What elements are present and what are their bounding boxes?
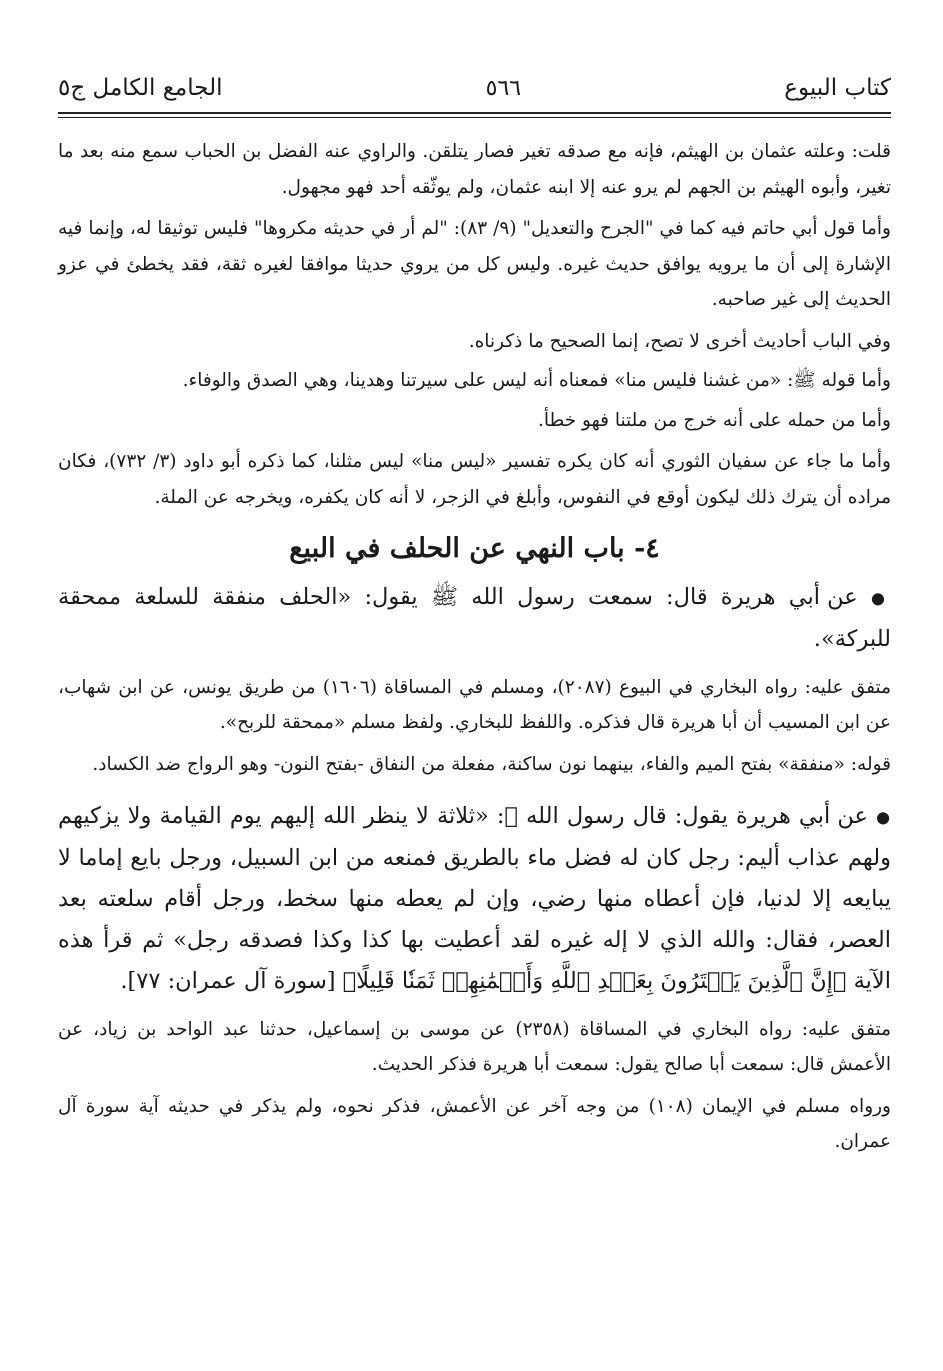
paragraph-other-hadiths: وفي الباب أحاديث أخرى لا تصح، إنما الصحيح ما ذكرناه.: [468, 330, 891, 352]
paragraph-sufyan: وأما ما جاء عن سفيان الثوري أنه كان يكره تفسير «ليس منا» ليس مثلنا، كما ذكره أبو داود (٣/ ٧٣٢)، فكان مراده أن يترك ذلك ليكون أوقع في النفوس، وأبلغ في الزجر، لا أنه كان يكفره، ويخرجه عن الملة.: [58, 451, 891, 508]
takhrij-text: متفق عليه: رواه البخاري في البيوع (٢٠٨٧)، ومسلم في المساقاة (١٦٠٦) من طريق يونس، عن ابن شهاب، عن ابن المسيب أن أبا هريرة قال فذكره. واللفظ للبخاري. ولفظ مسلم «ممحقة للربح».: [58, 676, 892, 733]
hadith-text: [58, 796, 891, 1002]
hadith-text: [58, 577, 891, 660]
takhrij-text: متفق عليه: رواه البخاري في المساقاة (٢٣٥٨) عن موسى بن إسماعيل، حدثنا عبد الواحد بن زياد، عن الأعمش قال: سمعت أبا صالح يقول: سمعت أبا هريرة فذكر الحديث.: [58, 1018, 891, 1075]
header-rule-thick: [58, 112, 891, 114]
hadith-1: عن أبي هريرة قال: سمعت رسول الله ﷺ يقول: «الحلف منفقة للسلعة ممحقة للبركة».: [58, 584, 891, 652]
page-number: ٥٦٦: [485, 75, 522, 101]
hadith-2: عن أبي هريرة يقول: قال رسول الله ﷺ: «ثلاثة لا ينظر الله إليهم يوم القيامة ولا يزكيهم ولهم عذاب أليم: رجل كان له فضل ماء بالطريق فمنعه من ابن السبيل، ورجل بايع إماما لا يبايعه إلا لدنيا، فإن أعطاه منها رضي، وإن لم يعطه منها سخط، ورجل أقام سلعته بعد العصر، فقال: والله الذي لا إله غيره لقد أعطيت بها كذا وكذا فصدقه رجل» ثم قرأ هذه الآية ﴿إِنَّ ٱلَّذِينَ يَشۡتَرُونَ بِعَهۡدِ ٱللَّهِ وَأَيۡمَٰنِهِمۡ ثَمَنٗا قَلِيلًا﴾ [سورة آل عمران: ٧٧].: [58, 803, 891, 994]
paragraph-illness-note: قلت: وعلته عثمان بن الهيثم، فإنه مع صدقه تغير فصار يتلقن. والراوي عنه الفضل بن الحباب سمع منه بعد ما تغير، وأبوه الهيثم بن الجهم لم يرو عنه إلا ابنه عثمان، ولم يوثّقه أحد فهو مجهول.: [58, 141, 891, 198]
bullet-icon: ●: [870, 588, 892, 608]
running-title-volume: الجامع الكامل ج٥: [58, 75, 223, 101]
chapter-heading: ٤- باب النهي عن الحلف في البيع: [289, 533, 660, 564]
page-body: [58, 134, 891, 1160]
page-header: [58, 72, 891, 104]
header-rule-thin: [58, 117, 891, 118]
takhrij-text: ورواه مسلم في الإيمان (١٠٨) من وجه آخر عن الأعمش، فذكر نحوه، ولم يذكر في حديثه آية سورة آل عمران.: [58, 1095, 891, 1152]
commentary-text: قوله: «منفقة» بفتح الميم والفاء، بينهما نون ساكنة، مفعلة من النفاق -بفتح النون- وهو الرواج ضد الكساد.: [92, 753, 891, 775]
running-title-book: كتاب البيوع: [784, 75, 891, 101]
paragraph-error: وأما من حمله على أنه خرج من ملتنا فهو خطأ.: [538, 409, 891, 431]
bullet-icon: ●: [876, 807, 892, 827]
paragraph-meaning: وأما قوله ﷺ: «من غشنا فليس منا» فمعناه أنه ليس على سيرتنا وهدينا، وهي الصدق والوفاء.: [182, 370, 891, 391]
paragraph-abu-hatim: وأما قول أبي حاتم فيه كما في "الجرح والتعديل" (٩/ ٨٣): "لم أر في حديثه مكروها" فليس توثيقا له، وإنما فيه الإشارة إلى أن ما يرويه يوافق حديث غيره. وليس كل من يروي حديثا موافقا لغيره ثقة، فقد يخطئ في عزو الحديث إلى غير صاحبه.: [58, 218, 891, 310]
